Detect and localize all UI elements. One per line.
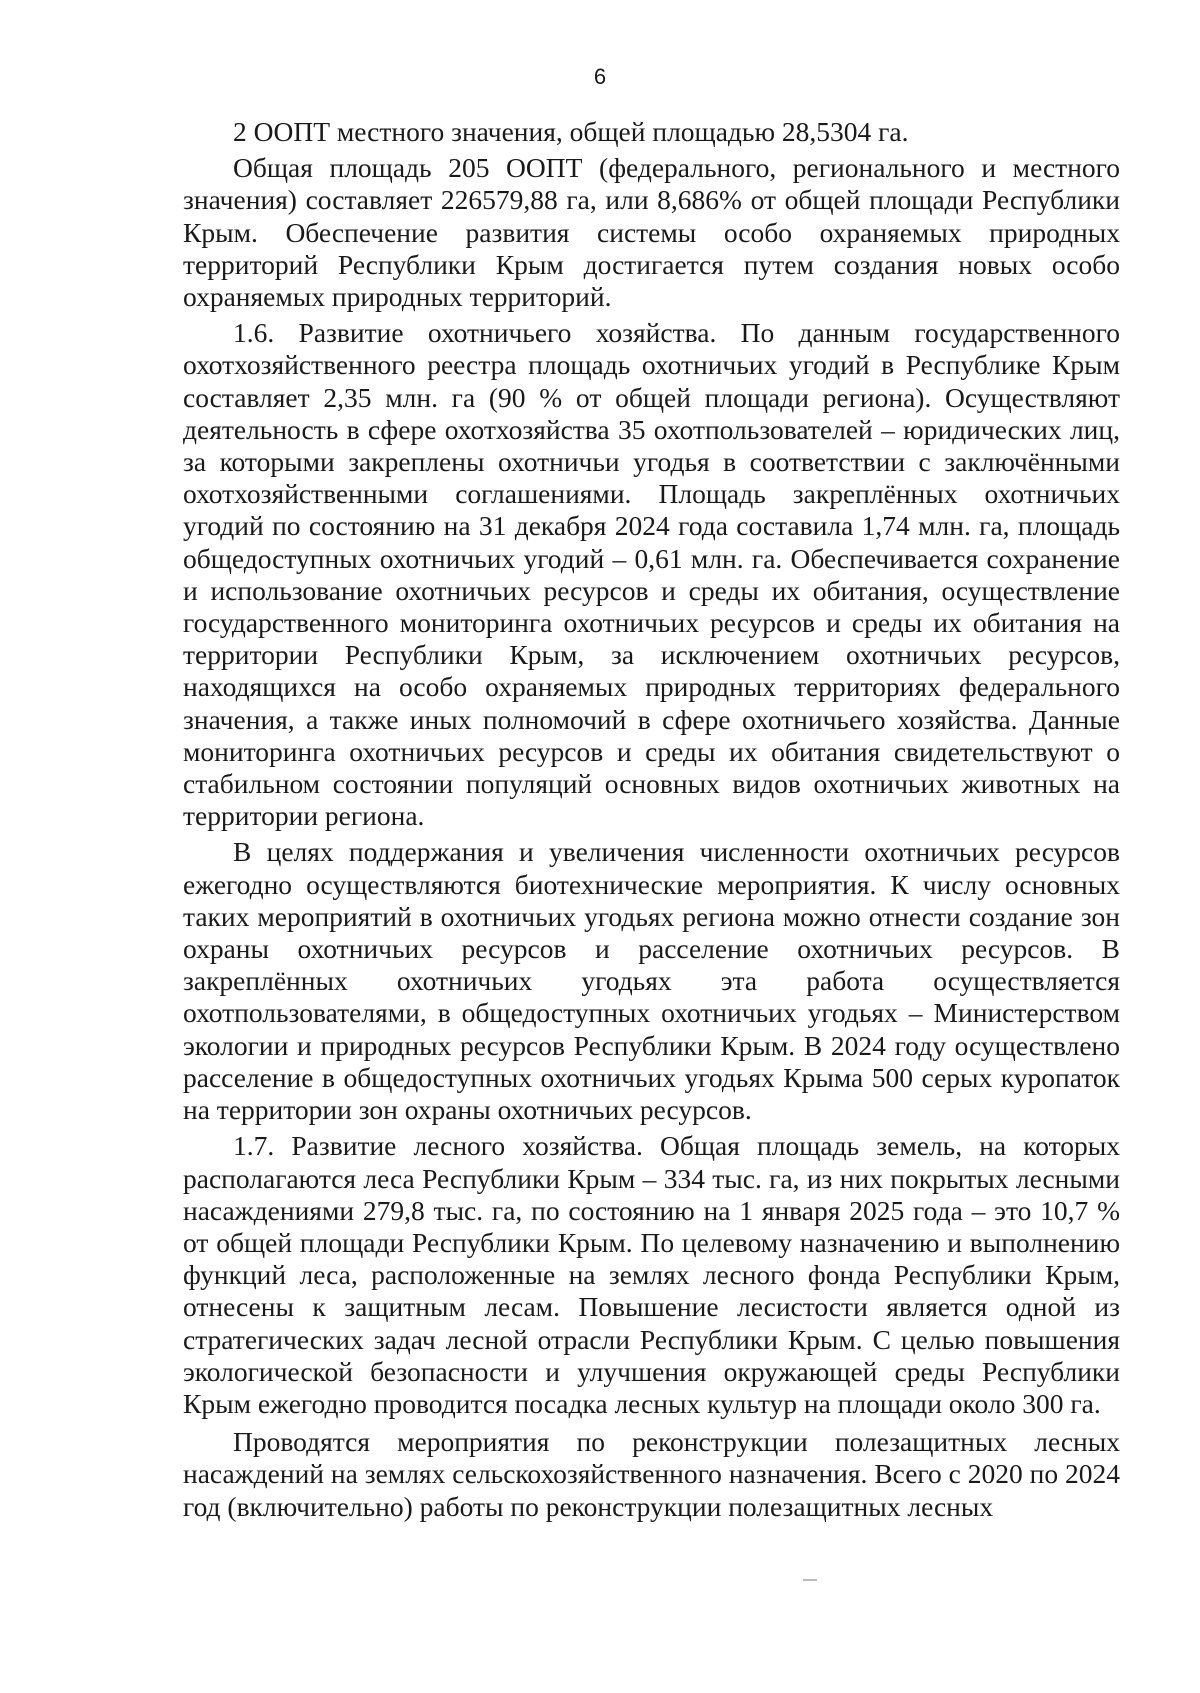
paragraph-oopt-local: 2 ООПТ местного значения, общей площадью 28,5304 га. xyxy=(233,116,909,147)
document-body xyxy=(183,116,1120,1523)
paragraph-forestry: 1.7. Развитие лесного хозяйства. Общая площадь земель, на которых располагаются леса Республики Крым – 334 тыс. га, из них покрытых лесными насаждениями 279,8 тыс. га, по состоянию на 1 января 2025 года – это 10,7 % от общей площади Республики Крым. По целевому назначению и выполнению функций леса, расположенные на землях лесного фонда Республики Крым, отнесены к защитным лесам. Повышение лесистости является одной из стратегических задач лесной отрасли Республики Крым. С целью повышения экологической безопасности и улучшения окружающей среды Республики Крым ежегодно проводится посадка лесных культур на площади около 300 га. xyxy=(183,1130,1120,1419)
paragraph-shelterbelt-reconstruction: Проводятся мероприятия по реконструкции полезащитных лесных насаждений на землях сельскохозяйственного назначения. Всего с 2020 по 2024 год (включительно) работы по реконструкции полезащитных лесных xyxy=(183,1426,1120,1522)
paragraph-biotechnical-measures: В целях поддержания и увеличения численности охотничьих ресурсов ежегодно осуществляются биотехнические мероприятия. К числу основных таких мероприятий в охотничьих угодьях региона можно отнести создание зон охраны охотничьих ресурсов и расселение охотничьих ресурсов. В закреплённых охотничьих угодьях эта работа осуществляется охотпользователями, в общедоступных охотничьих угодьях – Министерством экологии и природных ресурсов Республики Крым. В 2024 году осуществлено расселение в общедоступных охотничьих угодьях Крыма 500 серых куропаток на территории зон охраны охотничьих ресурсов. xyxy=(183,836,1120,1126)
paragraph-hunting-economy: 1.6. Развитие охотничьего хозяйства. По данным государственного охотхозяйственного реестра площадь охотничьих угодий в Республике Крым составляет 2,35 млн. га (90 % от общей площади региона). Осуществляют деятельность в сфере охотхозяйства 35 охотпользователей – юридических лиц, за которыми закреплены охотничьи угодья в соответствии с заключёнными охотхозяйственными соглашениями. Площадь закреплённых охотничьих угодий по состоянию на 31 декабря 2024 года составила 1,74 млн. га, площадь общедоступных охотничьих угодий – 0,61 млн. га. Обеспечивается сохранение и использование охотничьих ресурсов и среды их обитания, осуществление государственного мониторинга охотничьих ресурсов и среды их обитания на территории Республики Крым, за исключением охотничьих ресурсов, находящихся на особо охраняемых природных территориях федерального значения, а также иных полномочий в сфере охотничьего хозяйства. Данные мониторинга охотничьих ресурсов и среды их обитания свидетельствуют о стабильном состоянии популяций основных видов охотничьих животных на территории региона. xyxy=(183,317,1120,832)
scan-artifact-mark xyxy=(803,1579,817,1581)
page-number: 6 xyxy=(593,64,607,89)
paragraph-oopt-total-area: Общая площадь 205 ООПТ (федерального, регионального и местного значения) составляет 226579,88 га, или 8,686% от общей площади Республики Крым. Обеспечение развития системы особо охраняемых природных территорий Республики Крым достигается путем создания новых особо охраняемых природных территорий. xyxy=(183,152,1120,313)
